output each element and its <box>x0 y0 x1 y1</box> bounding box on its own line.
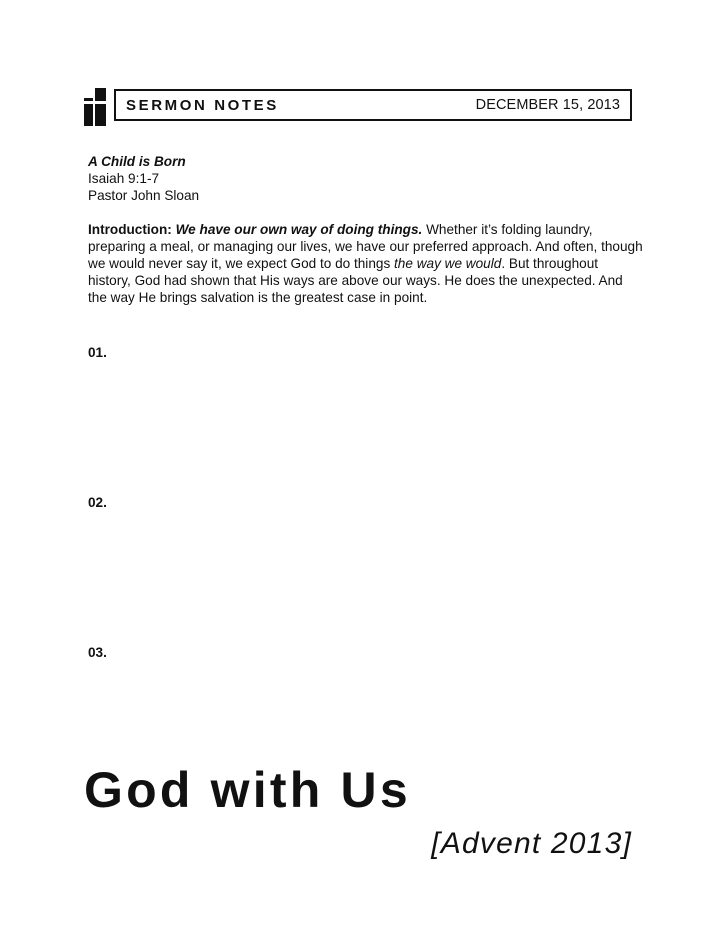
introduction-paragraph <box>88 221 644 306</box>
introduction-text-2: . But throughout history, God had shown that His ways are above our ways. He does the unexpected. And the way He brings salvation is the greatest case in point. <box>88 256 623 305</box>
header-title: SERMON NOTES <box>126 96 279 114</box>
introduction-italic: the way we would <box>394 256 502 271</box>
sermon-title: A Child is Born <box>88 154 186 169</box>
header-bar <box>114 89 632 121</box>
series-title: God with Us <box>84 762 411 818</box>
point-01: 01. <box>88 345 107 360</box>
point-02: 02. <box>88 495 107 510</box>
sermon-content <box>88 153 644 320</box>
introduction-emphasis: We have our own way of doing things. <box>175 222 423 237</box>
introduction-text-1: Whether it’s folding laundry, preparing a meal, or managing our lives, we have our preferred approach. And often, though we would never say it, we expect God to do things <box>88 222 643 271</box>
introduction-label: Introduction: <box>88 222 172 237</box>
series-subtitle: [Advent 2013] <box>431 827 632 860</box>
point-03: 03. <box>88 645 107 660</box>
scripture-reference: Isaiah 9:1-7 <box>88 171 160 186</box>
church-cross-logo-icon <box>84 88 106 126</box>
header-date: DECEMBER 15, 2013 <box>475 97 620 113</box>
pastor-name: Pastor John Sloan <box>88 188 200 203</box>
